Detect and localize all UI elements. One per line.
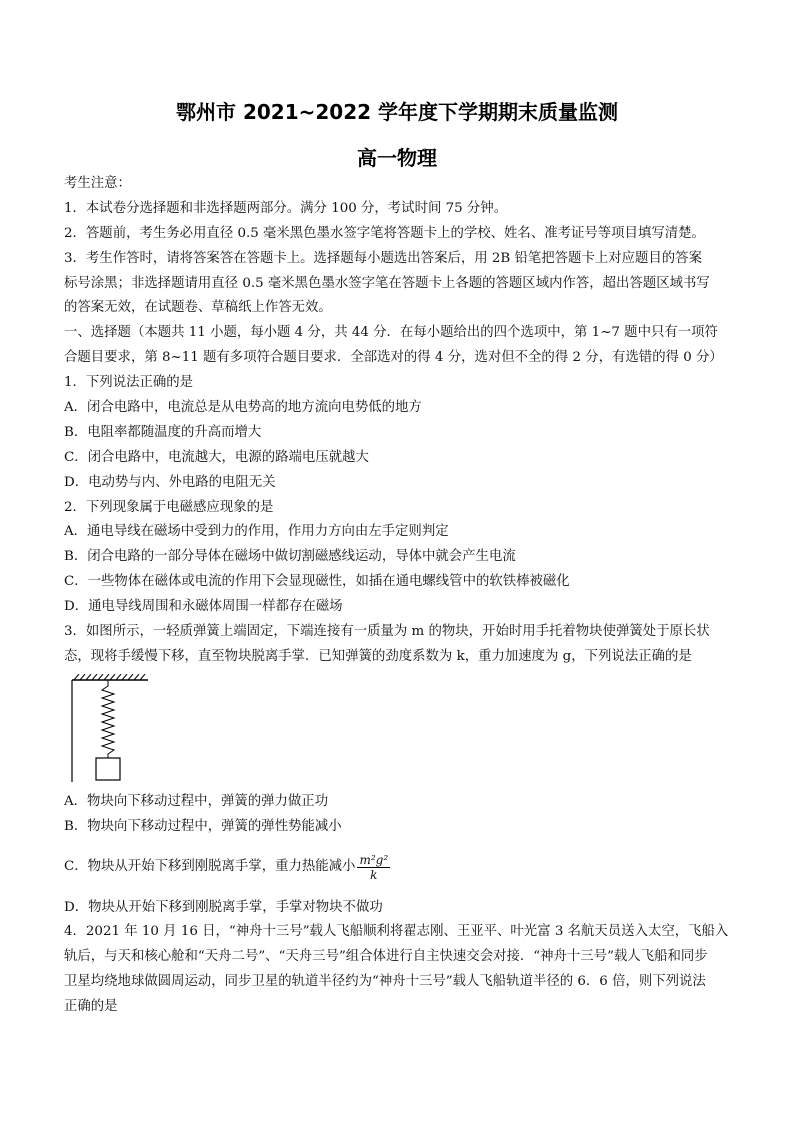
option-a: A．物块向下移动过程中，弹簧的弹力做正功	[64, 793, 329, 809]
notice-item: 1．本试卷分选择题和非选择题两部分。满分 100 分，考试时间 75 分钟。	[64, 200, 508, 216]
option-d: D．通电导线周围和永磁体周围一样都存在磁场	[64, 599, 343, 615]
option-d: D．物块从开始下移到刚脱离手掌，手掌对物块不做功	[64, 899, 383, 915]
option-d: D．电动势与内、外电路的电阻无关	[64, 474, 276, 490]
notice-heading: 考生注意：	[64, 176, 131, 191]
option-c	[64, 840, 732, 896]
exam-body	[64, 172, 732, 1020]
section-intro: 合题目要求，第 8~11 题有多项符合题目要求．全部选对的得 4 分，选对但不全的得 2 分，有选错的得 0 分）	[64, 350, 723, 366]
question-stem: 正确的是	[64, 999, 118, 1015]
exam-title: 鄂州市 2021~2022 学年度下学期期末质量监测	[175, 100, 618, 124]
question-stem: 态，现将手缓慢下移，直至物块脱离手掌．已知弹簧的劲度系数为 k，重力加速度为 g，下列说法正确的是	[64, 648, 692, 664]
fraction-denominator: k	[370, 868, 378, 883]
spring-block-diagram	[70, 674, 160, 786]
notice-item: 3．考生作答时，请将答案答在答题卡上。选择题每小题选出答案后，用 2B 铅笔把答题卡上对应题目的答案	[64, 250, 702, 266]
question-stem: 卫星均绕地球做圆周运动，同步卫星的轨道半径约为“神舟十三号”载人飞船轨道半径的 6．6 倍，则下列说法	[64, 974, 706, 990]
fraction	[357, 853, 390, 882]
question-stem: 1．下列说法正确的是	[64, 375, 194, 391]
option-b: B．物块向下移动过程中，弹簧的弹性势能减小	[64, 818, 342, 834]
option-c: C．一些物体在磁体或电流的作用下会显现磁性，如插在通电螺线管中的软铁棒被磁化	[64, 574, 570, 590]
option-b: B．闭合电路的一部分导体在磁场中做切割磁感线运动，导体中就会产生电流	[64, 549, 516, 565]
option-c: C．闭合电路中，电流越大，电源的路端电压就越大	[64, 449, 369, 465]
question-stem: 3．如图所示，一轻质弹簧上端固定，下端连接有一质量为 m 的物块，开始时用手托着物块使弹簧处于原长状	[64, 624, 710, 640]
exam-subtitle: 高一物理	[357, 146, 437, 170]
option-a: A．通电导线在磁场中受到力的作用，作用力方向由左手定则判定	[64, 524, 449, 540]
question-stem: 2．下列现象属于电磁感应现象的是	[64, 499, 274, 515]
option-b: B．电阻率都随温度的升高而增大	[64, 424, 262, 440]
notice-item: 2．答题前，考生务必用直径 0.5 毫米黑色墨水签字笔将答题卡上的学校、姓名、准考证号等项目填写清楚。	[64, 225, 705, 241]
section-intro: 一、选择题（本题共 11 小题，每小题 4 分，共 44 分．在每小题给出的四个选项中，第 1~7 题中只有一项符	[64, 325, 718, 341]
option-c-text: C．物块从开始下移到刚脱离手掌，重力热能减小	[64, 859, 356, 875]
notice-item: 标号涂黑；非选择题请用直径 0.5 毫米黑色墨水签字笔在答题卡上各题的答题区域内作答，超出答题区域书写	[64, 275, 710, 291]
notice-item: 的答案无效，在试题卷、草稿纸上作答无效。	[64, 300, 332, 316]
question-stem: 轨后，与天和核心舱和“天舟二号”、“天舟三号”组合体进行自主快速交会对接．“神舟十三号”载人飞船和同步	[64, 949, 708, 965]
option-a: A．闭合电路中，电流总是从电势高的地方流向电势低的地方	[64, 400, 422, 416]
question-stem: 4．2021 年 10 月 16 日，“神舟十三号”载人飞船顺利将翟志刚、王亚平、叶光富 3 名航天员送入太空，飞船入	[64, 924, 729, 940]
spring-figure	[64, 670, 732, 790]
fraction-numerator: m²g²	[359, 853, 389, 868]
